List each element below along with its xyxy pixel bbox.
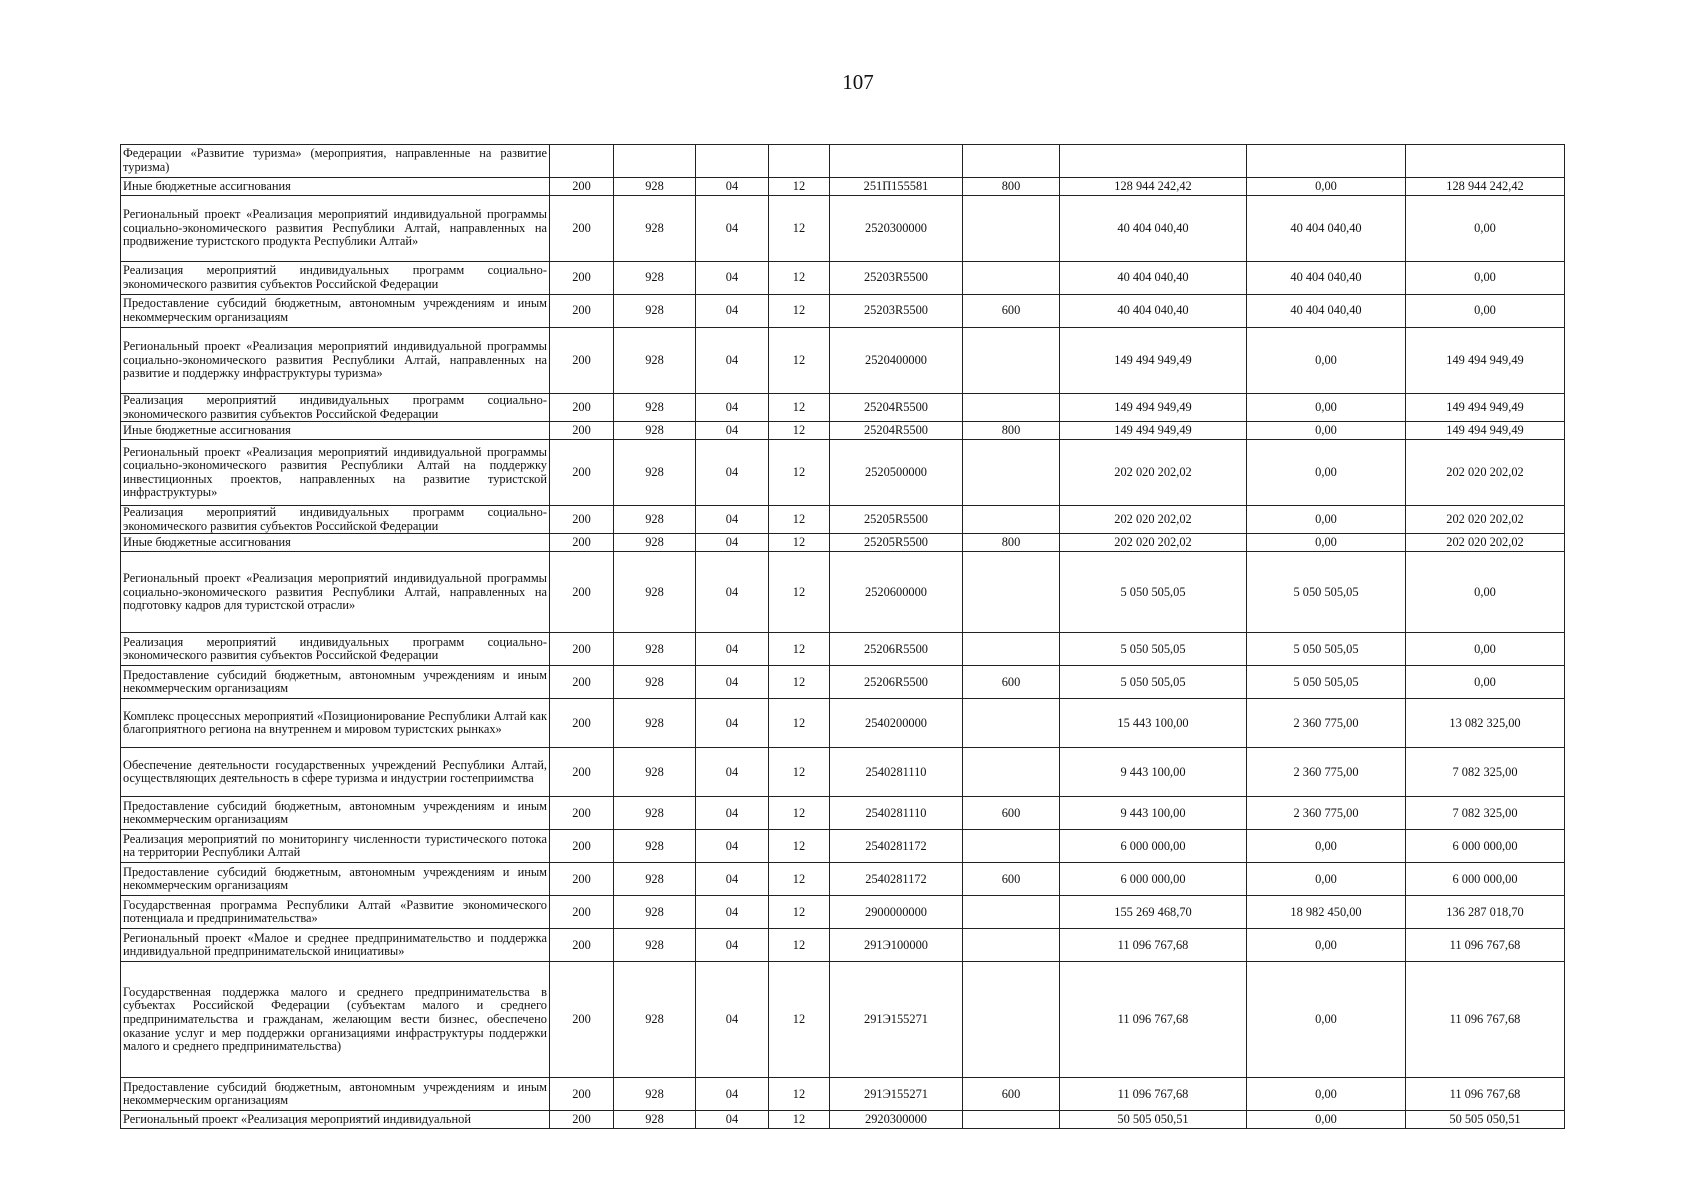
row-regional-amount: 11 096 767,68 — [1406, 929, 1565, 962]
row-total-amount: 15 443 100,00 — [1060, 699, 1247, 748]
row-kvsr-code — [550, 145, 614, 178]
row-description: Региональный проект «Реализация мероприятий индивидуальной программы социально-экономического развития Республики Алтай, направленных на развитие и поддержку инфраструктуры туризма» — [121, 328, 550, 394]
budget-table — [120, 144, 1565, 1129]
row-expense-type — [963, 962, 1060, 1078]
row-total-amount — [1060, 145, 1247, 178]
table-row — [121, 748, 1565, 797]
row-target-article: 2520600000 — [830, 552, 963, 633]
row-section-code: 04 — [696, 633, 769, 666]
row-regional-amount: 149 494 949,49 — [1406, 422, 1565, 440]
row-subsection-code: 12 — [769, 830, 830, 863]
row-subsection-code: 12 — [769, 1078, 830, 1111]
row-target-article: 2520500000 — [830, 440, 963, 506]
row-total-amount: 5 050 505,05 — [1060, 552, 1247, 633]
row-kvsr-code: 200 — [550, 929, 614, 962]
row-ministry-code: 928 — [614, 506, 696, 534]
row-target-article: 2540281172 — [830, 830, 963, 863]
row-regional-amount — [1406, 145, 1565, 178]
row-total-amount: 5 050 505,05 — [1060, 666, 1247, 699]
row-expense-type — [963, 440, 1060, 506]
row-kvsr-code: 200 — [550, 178, 614, 196]
row-ministry-code: 928 — [614, 699, 696, 748]
row-federal-amount: 5 050 505,05 — [1247, 666, 1406, 699]
row-total-amount: 149 494 949,49 — [1060, 394, 1247, 422]
row-ministry-code: 928 — [614, 830, 696, 863]
row-target-article: 25206R5500 — [830, 633, 963, 666]
row-regional-amount: 202 020 202,02 — [1406, 440, 1565, 506]
row-description: Региональный проект «Реализация мероприятий индивидуальной — [121, 1111, 550, 1129]
row-subsection-code: 12 — [769, 534, 830, 552]
row-section-code: 04 — [696, 506, 769, 534]
row-total-amount: 5 050 505,05 — [1060, 633, 1247, 666]
table-row — [121, 534, 1565, 552]
row-description: Предоставление субсидий бюджетным, автономным учреждениям и иным некоммерческим организациям — [121, 666, 550, 699]
row-ministry-code: 928 — [614, 534, 696, 552]
row-section-code: 04 — [696, 748, 769, 797]
row-total-amount: 9 443 100,00 — [1060, 748, 1247, 797]
row-total-amount: 9 443 100,00 — [1060, 797, 1247, 830]
row-kvsr-code: 200 — [550, 962, 614, 1078]
row-federal-amount: 0,00 — [1247, 1078, 1406, 1111]
row-target-article: 2540200000 — [830, 699, 963, 748]
row-description: Комплекс процессных мероприятий «Позиционирование Республики Алтай как благоприятного региона на внутреннем и мировом туристских рынках» — [121, 699, 550, 748]
row-expense-type — [963, 699, 1060, 748]
row-target-article: 251П155581 — [830, 178, 963, 196]
row-subsection-code: 12 — [769, 666, 830, 699]
row-ministry-code: 928 — [614, 797, 696, 830]
row-target-article: 25203R5500 — [830, 262, 963, 295]
row-federal-amount: 40 404 040,40 — [1247, 196, 1406, 262]
row-section-code: 04 — [696, 422, 769, 440]
row-section-code: 04 — [696, 666, 769, 699]
row-total-amount: 202 020 202,02 — [1060, 534, 1247, 552]
row-subsection-code: 12 — [769, 394, 830, 422]
row-federal-amount: 40 404 040,40 — [1247, 295, 1406, 328]
row-total-amount: 149 494 949,49 — [1060, 328, 1247, 394]
row-expense-type — [963, 896, 1060, 929]
table-row — [121, 830, 1565, 863]
row-expense-type: 600 — [963, 797, 1060, 830]
table-row — [121, 666, 1565, 699]
row-kvsr-code: 200 — [550, 1111, 614, 1129]
row-subsection-code: 12 — [769, 699, 830, 748]
row-regional-amount: 7 082 325,00 — [1406, 797, 1565, 830]
row-kvsr-code: 200 — [550, 830, 614, 863]
row-total-amount: 202 020 202,02 — [1060, 440, 1247, 506]
table-row — [121, 929, 1565, 962]
row-description: Реализация мероприятий индивидуальных программ социально-экономического развития субъектов Российской Федерации — [121, 633, 550, 666]
row-section-code: 04 — [696, 328, 769, 394]
table-row — [121, 797, 1565, 830]
row-ministry-code — [614, 145, 696, 178]
row-ministry-code: 928 — [614, 262, 696, 295]
row-subsection-code: 12 — [769, 506, 830, 534]
row-kvsr-code: 200 — [550, 1078, 614, 1111]
row-subsection-code: 12 — [769, 1111, 830, 1129]
row-federal-amount: 0,00 — [1247, 830, 1406, 863]
row-federal-amount: 18 982 450,00 — [1247, 896, 1406, 929]
row-subsection-code: 12 — [769, 422, 830, 440]
row-expense-type — [963, 262, 1060, 295]
row-total-amount: 11 096 767,68 — [1060, 1078, 1247, 1111]
row-federal-amount: 0,00 — [1247, 534, 1406, 552]
row-total-amount: 40 404 040,40 — [1060, 262, 1247, 295]
row-description: Реализация мероприятий индивидуальных программ социально-экономического развития субъектов Российской Федерации — [121, 506, 550, 534]
row-expense-type — [963, 1111, 1060, 1129]
row-expense-type — [963, 394, 1060, 422]
row-federal-amount: 2 360 775,00 — [1247, 699, 1406, 748]
row-description: Предоставление субсидий бюджетным, автономным учреждениям и иным некоммерческим организациям — [121, 1078, 550, 1111]
row-ministry-code: 928 — [614, 422, 696, 440]
row-federal-amount: 2 360 775,00 — [1247, 748, 1406, 797]
row-ministry-code: 928 — [614, 748, 696, 797]
row-total-amount: 149 494 949,49 — [1060, 422, 1247, 440]
table-row — [121, 699, 1565, 748]
row-section-code: 04 — [696, 552, 769, 633]
row-federal-amount: 0,00 — [1247, 328, 1406, 394]
row-regional-amount: 11 096 767,68 — [1406, 1078, 1565, 1111]
row-section-code: 04 — [696, 863, 769, 896]
row-subsection-code: 12 — [769, 748, 830, 797]
row-description: Региональный проект «Реализация мероприятий индивидуальной программы социально-экономического развития Республики Алтай, направленных на подготовку кадров для туристской отрасли» — [121, 552, 550, 633]
row-ministry-code: 928 — [614, 394, 696, 422]
table-row — [121, 1111, 1565, 1129]
row-description: Иные бюджетные ассигнования — [121, 422, 550, 440]
table-row — [121, 552, 1565, 633]
row-section-code: 04 — [696, 394, 769, 422]
row-section-code — [696, 145, 769, 178]
row-kvsr-code: 200 — [550, 262, 614, 295]
row-regional-amount: 0,00 — [1406, 633, 1565, 666]
row-federal-amount: 5 050 505,05 — [1247, 633, 1406, 666]
row-section-code: 04 — [696, 699, 769, 748]
row-regional-amount: 0,00 — [1406, 552, 1565, 633]
row-total-amount: 6 000 000,00 — [1060, 863, 1247, 896]
table-row — [121, 440, 1565, 506]
row-regional-amount: 11 096 767,68 — [1406, 962, 1565, 1078]
row-subsection-code: 12 — [769, 196, 830, 262]
row-kvsr-code: 200 — [550, 552, 614, 633]
row-regional-amount: 149 494 949,49 — [1406, 328, 1565, 394]
row-regional-amount: 0,00 — [1406, 666, 1565, 699]
row-regional-amount: 202 020 202,02 — [1406, 534, 1565, 552]
row-regional-amount: 6 000 000,00 — [1406, 863, 1565, 896]
row-section-code: 04 — [696, 262, 769, 295]
row-kvsr-code: 200 — [550, 196, 614, 262]
row-regional-amount: 202 020 202,02 — [1406, 506, 1565, 534]
row-regional-amount: 0,00 — [1406, 295, 1565, 328]
row-total-amount: 40 404 040,40 — [1060, 295, 1247, 328]
row-regional-amount: 0,00 — [1406, 196, 1565, 262]
row-section-code: 04 — [696, 929, 769, 962]
row-kvsr-code: 200 — [550, 422, 614, 440]
row-ministry-code: 928 — [614, 1111, 696, 1129]
row-subsection-code: 12 — [769, 929, 830, 962]
row-expense-type — [963, 196, 1060, 262]
row-kvsr-code: 200 — [550, 328, 614, 394]
row-expense-type: 600 — [963, 295, 1060, 328]
row-section-code: 04 — [696, 178, 769, 196]
row-target-article: 291Э100000 — [830, 929, 963, 962]
row-ministry-code: 928 — [614, 552, 696, 633]
row-target-article: 2540281172 — [830, 863, 963, 896]
row-expense-type: 800 — [963, 178, 1060, 196]
row-section-code: 04 — [696, 962, 769, 1078]
row-expense-type — [963, 748, 1060, 797]
table-row — [121, 506, 1565, 534]
row-target-article: 2520400000 — [830, 328, 963, 394]
row-kvsr-code: 200 — [550, 295, 614, 328]
row-expense-type — [963, 145, 1060, 178]
row-description: Предоставление субсидий бюджетным, автономным учреждениям и иным некоммерческим организациям — [121, 797, 550, 830]
table-row — [121, 633, 1565, 666]
row-subsection-code: 12 — [769, 295, 830, 328]
row-target-article: 2900000000 — [830, 896, 963, 929]
row-expense-type: 800 — [963, 534, 1060, 552]
row-target-article: 2540281110 — [830, 748, 963, 797]
row-description: Предоставление субсидий бюджетным, автономным учреждениям и иным некоммерческим организациям — [121, 863, 550, 896]
row-expense-type: 600 — [963, 863, 1060, 896]
row-kvsr-code: 200 — [550, 797, 614, 830]
row-kvsr-code: 200 — [550, 534, 614, 552]
row-expense-type — [963, 633, 1060, 666]
row-kvsr-code: 200 — [550, 748, 614, 797]
row-regional-amount: 0,00 — [1406, 262, 1565, 295]
row-ministry-code: 928 — [614, 440, 696, 506]
row-subsection-code: 12 — [769, 962, 830, 1078]
table-row — [121, 863, 1565, 896]
row-ministry-code: 928 — [614, 896, 696, 929]
row-target-article: 25204R5500 — [830, 394, 963, 422]
table-row — [121, 196, 1565, 262]
row-subsection-code: 12 — [769, 797, 830, 830]
row-expense-type: 600 — [963, 1078, 1060, 1111]
row-description: Государственная программа Республики Алтай «Развитие экономического потенциала и предпринимательства» — [121, 896, 550, 929]
row-regional-amount: 136 287 018,70 — [1406, 896, 1565, 929]
row-subsection-code: 12 — [769, 552, 830, 633]
row-section-code: 04 — [696, 830, 769, 863]
row-federal-amount — [1247, 145, 1406, 178]
row-subsection-code: 12 — [769, 328, 830, 394]
row-description: Региональный проект «Малое и среднее предпринимательство и поддержка индивидуальной предпринимательской инициативы» — [121, 929, 550, 962]
row-federal-amount: 0,00 — [1247, 394, 1406, 422]
row-section-code: 04 — [696, 896, 769, 929]
row-subsection-code: 12 — [769, 262, 830, 295]
row-kvsr-code: 200 — [550, 863, 614, 896]
row-target-article: 2520300000 — [830, 196, 963, 262]
row-section-code: 04 — [696, 1111, 769, 1129]
row-federal-amount: 2 360 775,00 — [1247, 797, 1406, 830]
table-row — [121, 262, 1565, 295]
row-kvsr-code: 200 — [550, 440, 614, 506]
row-federal-amount: 0,00 — [1247, 178, 1406, 196]
row-section-code: 04 — [696, 196, 769, 262]
row-target-article: 2540281110 — [830, 797, 963, 830]
row-subsection-code: 12 — [769, 896, 830, 929]
row-federal-amount: 0,00 — [1247, 962, 1406, 1078]
row-target-article: 25204R5500 — [830, 422, 963, 440]
row-ministry-code: 928 — [614, 863, 696, 896]
row-regional-amount: 128 944 242,42 — [1406, 178, 1565, 196]
row-ministry-code: 928 — [614, 178, 696, 196]
row-federal-amount: 0,00 — [1247, 422, 1406, 440]
table-row — [121, 145, 1565, 178]
row-ministry-code: 928 — [614, 633, 696, 666]
row-section-code: 04 — [696, 440, 769, 506]
row-federal-amount: 0,00 — [1247, 440, 1406, 506]
row-kvsr-code: 200 — [550, 394, 614, 422]
row-description: Региональный проект «Реализация мероприятий индивидуальной программы социально-экономического развития Республики Алтай на поддержку инвестиционных проектов, направленных на развитие туристской инфраструктуры» — [121, 440, 550, 506]
row-target-article: 2920300000 — [830, 1111, 963, 1129]
row-description: Федерации «Развитие туризма» (мероприятия, направленные на развитие туризма) — [121, 145, 550, 178]
row-ministry-code: 928 — [614, 196, 696, 262]
row-total-amount: 155 269 468,70 — [1060, 896, 1247, 929]
row-total-amount: 128 944 242,42 — [1060, 178, 1247, 196]
row-description: Иные бюджетные ассигнования — [121, 534, 550, 552]
row-kvsr-code: 200 — [550, 699, 614, 748]
row-federal-amount: 0,00 — [1247, 863, 1406, 896]
row-expense-type: 600 — [963, 666, 1060, 699]
row-description: Реализация мероприятий по мониторингу численности туристического потока на территории Республики Алтай — [121, 830, 550, 863]
table-row — [121, 394, 1565, 422]
row-subsection-code: 12 — [769, 178, 830, 196]
table-row — [121, 962, 1565, 1078]
row-federal-amount: 0,00 — [1247, 506, 1406, 534]
row-total-amount: 11 096 767,68 — [1060, 929, 1247, 962]
row-target-article — [830, 145, 963, 178]
row-subsection-code: 12 — [769, 863, 830, 896]
row-expense-type — [963, 929, 1060, 962]
row-section-code: 04 — [696, 1078, 769, 1111]
row-section-code: 04 — [696, 797, 769, 830]
row-total-amount: 11 096 767,68 — [1060, 962, 1247, 1078]
row-regional-amount: 149 494 949,49 — [1406, 394, 1565, 422]
row-regional-amount: 50 505 050,51 — [1406, 1111, 1565, 1129]
table-row — [121, 422, 1565, 440]
row-target-article: 25206R5500 — [830, 666, 963, 699]
row-target-article: 25203R5500 — [830, 295, 963, 328]
row-ministry-code: 928 — [614, 1078, 696, 1111]
row-expense-type — [963, 328, 1060, 394]
row-total-amount: 50 505 050,51 — [1060, 1111, 1247, 1129]
row-regional-amount: 13 082 325,00 — [1406, 699, 1565, 748]
row-section-code: 04 — [696, 295, 769, 328]
row-target-article: 291Э155271 — [830, 1078, 963, 1111]
row-total-amount: 202 020 202,02 — [1060, 506, 1247, 534]
table-row — [121, 328, 1565, 394]
row-description: Реализация мероприятий индивидуальных программ социально-экономического развития субъектов Российской Федерации — [121, 394, 550, 422]
table-body — [121, 145, 1565, 1129]
row-kvsr-code: 200 — [550, 506, 614, 534]
row-regional-amount: 7 082 325,00 — [1406, 748, 1565, 797]
row-federal-amount: 40 404 040,40 — [1247, 262, 1406, 295]
row-regional-amount: 6 000 000,00 — [1406, 830, 1565, 863]
row-total-amount: 40 404 040,40 — [1060, 196, 1247, 262]
row-expense-type — [963, 506, 1060, 534]
row-target-article: 25205R5500 — [830, 506, 963, 534]
row-description: Региональный проект «Реализация мероприятий индивидуальной программы социально-экономического развития Республики Алтай, направленных на продвижение туристского продукта Республики Алтай» — [121, 196, 550, 262]
row-description: Предоставление субсидий бюджетным, автономным учреждениям и иным некоммерческим организациям — [121, 295, 550, 328]
row-ministry-code: 928 — [614, 666, 696, 699]
row-ministry-code: 928 — [614, 328, 696, 394]
row-subsection-code: 12 — [769, 633, 830, 666]
row-federal-amount: 0,00 — [1247, 1111, 1406, 1129]
row-expense-type — [963, 830, 1060, 863]
row-subsection-code: 12 — [769, 440, 830, 506]
table-row — [121, 896, 1565, 929]
row-ministry-code: 928 — [614, 929, 696, 962]
row-federal-amount: 5 050 505,05 — [1247, 552, 1406, 633]
row-section-code: 04 — [696, 534, 769, 552]
row-federal-amount: 0,00 — [1247, 929, 1406, 962]
row-description: Государственная поддержка малого и среднего предпринимательства в субъектах Российской Федерации (субъектам малого и среднего предпринимательства и гражданам, желающим вести бизнес, обеспечено оказание услуг и мер поддержки организациями инфраструктуры поддержки малого и среднего предпринимательства) — [121, 962, 550, 1078]
row-description: Иные бюджетные ассигнования — [121, 178, 550, 196]
row-subsection-code — [769, 145, 830, 178]
table-row — [121, 1078, 1565, 1111]
row-kvsr-code: 200 — [550, 896, 614, 929]
row-description: Реализация мероприятий индивидуальных программ социально-экономического развития субъектов Российской Федерации — [121, 262, 550, 295]
row-target-article: 25205R5500 — [830, 534, 963, 552]
row-target-article: 291Э155271 — [830, 962, 963, 1078]
table-row — [121, 295, 1565, 328]
table-row — [121, 178, 1565, 196]
row-description: Обеспечение деятельности государственных учреждений Республики Алтай, осуществляющих деятельность в сфере туризма и индустрии гостеприимства — [121, 748, 550, 797]
row-kvsr-code: 200 — [550, 666, 614, 699]
row-ministry-code: 928 — [614, 295, 696, 328]
row-expense-type: 800 — [963, 422, 1060, 440]
row-ministry-code: 928 — [614, 962, 696, 1078]
row-expense-type — [963, 552, 1060, 633]
row-total-amount: 6 000 000,00 — [1060, 830, 1247, 863]
page-number: 107 — [842, 70, 874, 94]
row-kvsr-code: 200 — [550, 633, 614, 666]
